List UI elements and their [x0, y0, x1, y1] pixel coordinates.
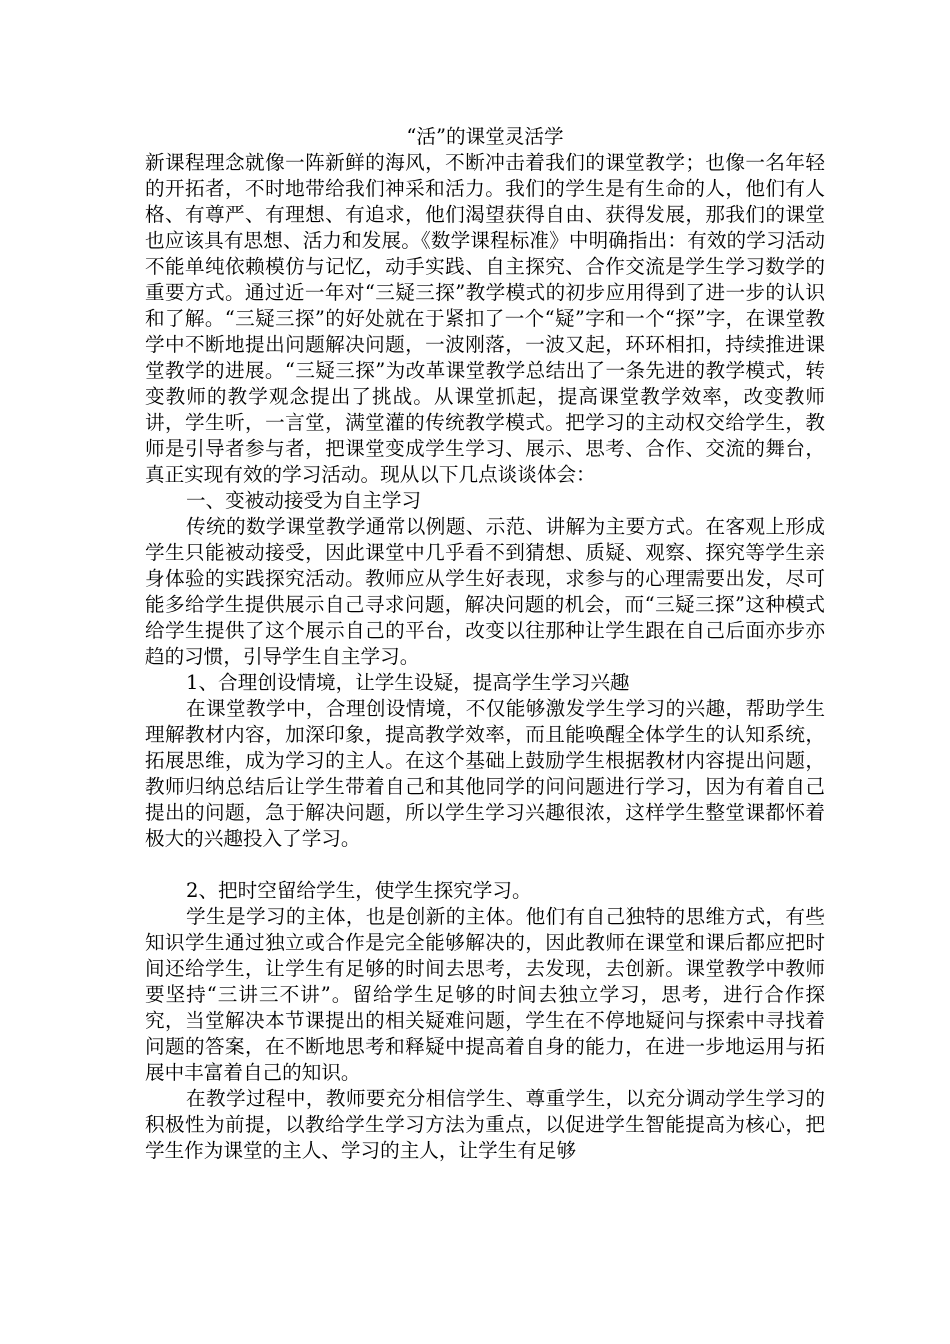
paragraph-create-situations: 在课堂教学中，合理创设情境，不仅能够激发学生学习的兴趣，帮助学生理解教材内容，加深印象，提高教学效率，而且能唤醒全体学生的认知系统，拓展思维，成为学习的主人。在这个基础上鼓励学生根据教材内容提出问题，教师归纳总结后让学生带着自己和其他同学的问问题进行学习，因为有着自己提出的问题，急于解决问题，所以学生学习兴趣很浓，这样学生整堂课都怀着极大的兴趣投入了学习。: [145, 697, 825, 850]
subheading-1: 1、合理创设情境，让学生设疑，提高学生学习兴趣: [186, 671, 630, 694]
paragraph-teaching-process: 在教学过程中，教师要充分相信学生、尊重学生，以充分调动学生学习的积极性为前提，以教给学生学习方法为重点，以促进学生智能提高为核心，把学生作为课堂的主人、学习的主人，让学生有足够: [145, 1087, 825, 1162]
paragraph-traditional-teaching: 传统的数学课堂教学通常以例题、示范、讲解为主要方式。在客观上形成学生只能被动接受，因此课堂中几乎看不到猜想、质疑、观察、探究等学生亲身体验的实践探究活动。教师应从学生好表现，求参与的心理需要出发，尽可能多给学生提供展示自己寻求问题，解决问题的机会，而“三疑三探”这种模式给学生提供了这个展示自己的平台，改变以往那种让学生跟在自己后面亦步亦趋的习惯，引导学生自主学习。: [145, 515, 825, 668]
section-heading-1: 一、变被动接受为自主学习: [186, 489, 422, 512]
blank-line: [145, 852, 825, 878]
paragraph-intro: 新课程理念就像一阵新鲜的海风，不断冲击着我们的课堂教学；也像一名年轻的开拓者，不时地带给我们神采和活力。我们的学生是有生命的人，他们有人格、有尊严、有理想、有追求，他们渴望获得自由、获得发展，那我们的课堂也应该具有思想、活力和发展。《数学课程标准》中明确指出：有效的学习活动不能单纯依赖模仿与记忆，动手实践、自主探究、合作交流是学生学习数学的重要方式。通过近一年对“三疑三探”教学模式的初步应用得到了进一步的认识和了解。“三疑三探”的好处就在于紧扣了一个“疑”字和一个“探”字，在课堂教学中不断地提出问题解决问题，一波刚落，一波又起，环环相扣，持续推进课堂教学的进展。“三疑三探”为改革课堂教学总结出了一条先进的教学模式，转变教师的教学观念提出了挑战。从课堂抓起，提高课堂教学效率，改变教师讲，学生听，一言堂，满堂灌的传统教学模式。把学习的主动权交给学生，教师是引导者参与者，把课堂变成学生学习、展示、思考、合作、交流的舞台，真正实现有效的学习活动。现从以下几点谈谈体会：: [145, 151, 825, 486]
paragraph-students-subject: 学生是学习的主体，也是创新的主体。他们有自己独特的思维方式，有些知识学生通过独立或合作是完全能够解决的，因此教师在课堂和课后都应把时间还给学生，让学生有足够的时间去思考，去发现，去创新。课堂教学中教师要坚持“三讲三不讲”。留给学生足够的时间去独立学习，思考，进行合作探究，当堂解决本节课提出的相关疑难问题，学生在不停地疑问与探索中寻找着问题的答案，在不断地思考和释疑中提高着自身的能力，在进一步地运用与拓展中丰富着自己的知识。: [145, 905, 825, 1084]
subheading-2: 2、把时空留给学生，使学生探究学习。: [186, 879, 532, 902]
document-title: “活”的课堂灵活学: [406, 125, 564, 148]
document-page: [145, 124, 825, 1164]
